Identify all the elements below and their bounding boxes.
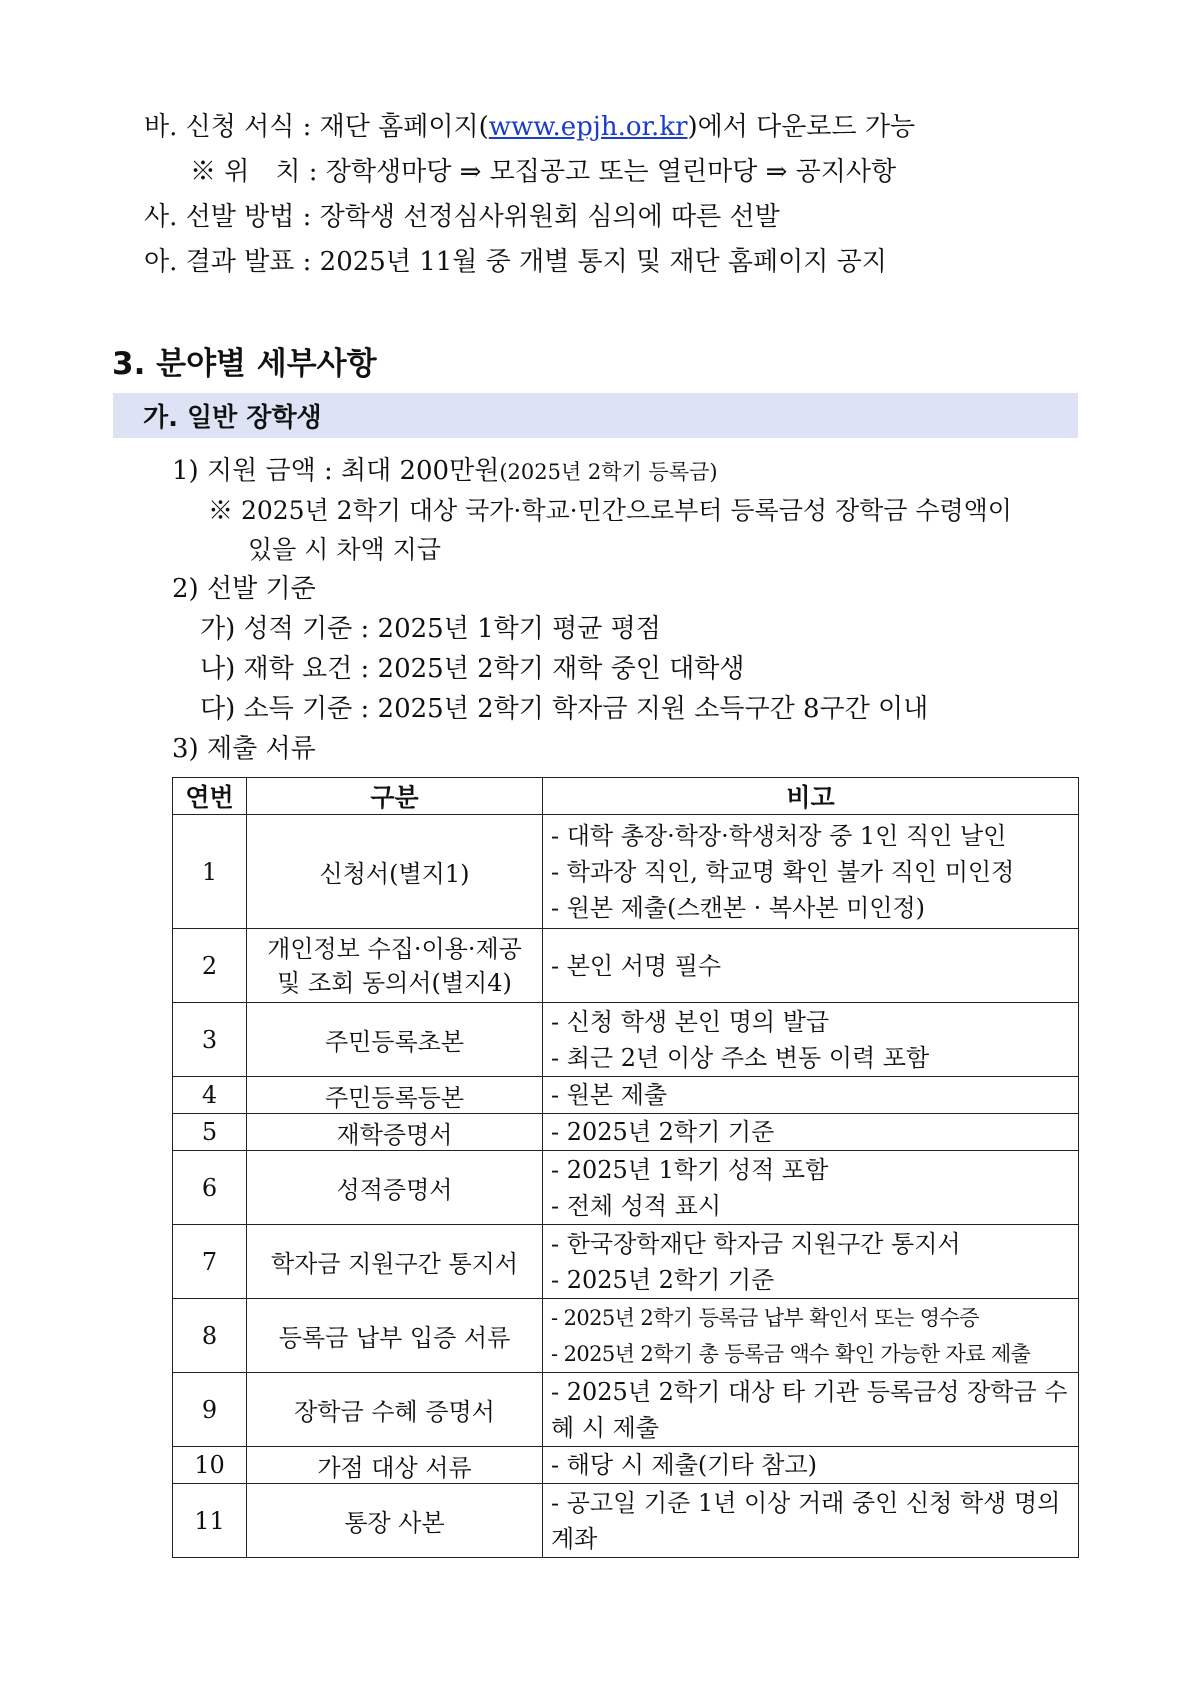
note: - 학과장 직인, 학교명 확인 불가 직인 미인정 xyxy=(551,857,1015,886)
row-notes xyxy=(543,1151,1079,1225)
row-name: 신청서(별지1) xyxy=(247,815,543,929)
form-suffix: )에서 다운로드 가능 xyxy=(687,112,916,142)
amount-note-small: (2025년 2학기 등록금) xyxy=(499,460,718,484)
note: - 2025년 1학기 성적 포함 xyxy=(551,1155,829,1184)
row-no: 3 xyxy=(173,1003,247,1077)
application-form-line xyxy=(144,110,915,144)
row-notes xyxy=(543,1299,1079,1373)
table-row xyxy=(173,1447,1079,1484)
table-row xyxy=(173,1299,1079,1373)
row-name: 성적증명서 xyxy=(247,1151,543,1225)
note: - 2025년 2학기 기준 xyxy=(551,1118,775,1146)
note: - 신청 학생 본인 명의 발급 xyxy=(551,1007,830,1036)
table-row xyxy=(173,1114,1079,1151)
row-no: 2 xyxy=(173,929,247,1003)
note: - 대학 총장·학장·학생처장 중 1인 직인 날인 xyxy=(551,821,1007,850)
row-no: 7 xyxy=(173,1225,247,1299)
row-name: 개인정보 수집·이용·제공 및 조회 동의서(별지4) xyxy=(247,929,543,1003)
subsection-bar xyxy=(113,393,1078,438)
note: - 원본 제출(스캔본 · 복사본 미인정) xyxy=(551,893,926,922)
header-remarks: 비고 xyxy=(543,778,1079,815)
table-row xyxy=(173,1003,1079,1077)
row-notes xyxy=(543,1225,1079,1299)
row-notes xyxy=(543,1447,1079,1484)
row-name: 학자금 지원구간 통지서 xyxy=(247,1225,543,1299)
row-name: 통장 사본 xyxy=(247,1484,543,1558)
table-row xyxy=(173,1077,1079,1114)
amount-note-line2: 있을 시 차액 지급 xyxy=(248,535,441,564)
subsection-title: 가. 일반 장학생 xyxy=(143,403,322,433)
form-label: 바. 신청 서식 : 재단 홈페이지( xyxy=(144,112,489,142)
note: - 2025년 2학기 기준 xyxy=(551,1265,775,1294)
note: - 원본 제출 xyxy=(551,1081,668,1109)
amount-label: 1) 지원 금액 : 최대 200만원 xyxy=(172,456,500,486)
documents-title: 3) 제출 서류 xyxy=(172,734,316,764)
row-notes xyxy=(543,1114,1079,1151)
table-row xyxy=(173,1484,1079,1558)
row-name: 주민등록등본 xyxy=(247,1077,543,1114)
row-notes xyxy=(543,815,1079,929)
row-notes xyxy=(543,1003,1079,1077)
section-title: 3. 분야별 세부사항 xyxy=(112,346,377,382)
row-name: 가점 대상 서류 xyxy=(247,1447,543,1484)
row-no: 10 xyxy=(173,1447,247,1484)
row-name: 장학금 수혜 증명서 xyxy=(247,1373,543,1447)
row-notes xyxy=(543,929,1079,1003)
selection-method: 사. 선발 방법 : 장학생 선정심사위원회 심의에 따른 선발 xyxy=(144,202,780,232)
amount-line xyxy=(172,454,718,489)
table-row xyxy=(173,1225,1079,1299)
table-row xyxy=(173,815,1079,929)
criteria-item: 다) 소득 기준 : 2025년 2학기 학자금 지원 소득구간 8구간 이내 xyxy=(200,694,929,724)
row-no: 6 xyxy=(173,1151,247,1225)
row-name: 주민등록초본 xyxy=(247,1003,543,1077)
criteria-title: 2) 선발 기준 xyxy=(172,574,316,604)
note: - 해당 시 제출(기타 참고) xyxy=(551,1451,818,1479)
row-no: 5 xyxy=(173,1114,247,1151)
table-row xyxy=(173,1373,1079,1447)
row-name: 재학증명서 xyxy=(247,1114,543,1151)
row-no: 9 xyxy=(173,1373,247,1447)
note: - 2025년 2학기 등록금 납부 확인서 또는 영수증 xyxy=(551,1305,979,1330)
location-note: ※ 위 치 : 장학생마당 ⇒ 모집공고 또는 열린마당 ⇒ 공지사항 xyxy=(190,157,897,187)
result-announcement: 아. 결과 발표 : 2025년 11월 중 개별 통지 및 재단 홈페이지 공지 xyxy=(144,247,887,277)
note: - 최근 2년 이상 주소 변동 이력 포함 xyxy=(551,1043,930,1072)
table-row xyxy=(173,929,1079,1003)
header-no: 연번 xyxy=(173,778,247,815)
note: - 전체 성적 표시 xyxy=(551,1191,722,1220)
row-name: 등록금 납부 입증 서류 xyxy=(247,1299,543,1373)
note: - 2025년 2학기 총 등록금 액수 확인 가능한 자료 제출 xyxy=(551,1341,1031,1366)
row-notes: - 공고일 기준 1년 이상 거래 중인 신청 학생 명의 계좌 xyxy=(543,1484,1079,1558)
row-no: 8 xyxy=(173,1299,247,1373)
row-no: 11 xyxy=(173,1484,247,1558)
row-notes xyxy=(543,1077,1079,1114)
note: - 한국장학재단 학자금 지원구간 통지서 xyxy=(551,1229,961,1258)
table-header-row xyxy=(173,778,1079,815)
row-no: 1 xyxy=(173,815,247,929)
criteria-item: 나) 재학 요건 : 2025년 2학기 재학 중인 대학생 xyxy=(200,654,745,684)
row-no: 4 xyxy=(173,1077,247,1114)
header-category: 구분 xyxy=(247,778,543,815)
amount-note-line1: ※ 2025년 2학기 대상 국가·학교·민간으로부터 등록금성 장학금 수령액이 xyxy=(208,496,1012,525)
table-row xyxy=(173,1151,1079,1225)
note: - 본인 서명 필수 xyxy=(551,951,722,980)
criteria-item: 가) 성적 기준 : 2025년 1학기 평균 평점 xyxy=(200,614,661,644)
documents-table xyxy=(172,777,1079,1558)
foundation-website-link[interactable]: www.epjh.or.kr xyxy=(488,112,688,142)
row-notes: - 2025년 2학기 대상 타 기관 등록금성 장학금 수혜 시 제출 xyxy=(543,1373,1079,1447)
